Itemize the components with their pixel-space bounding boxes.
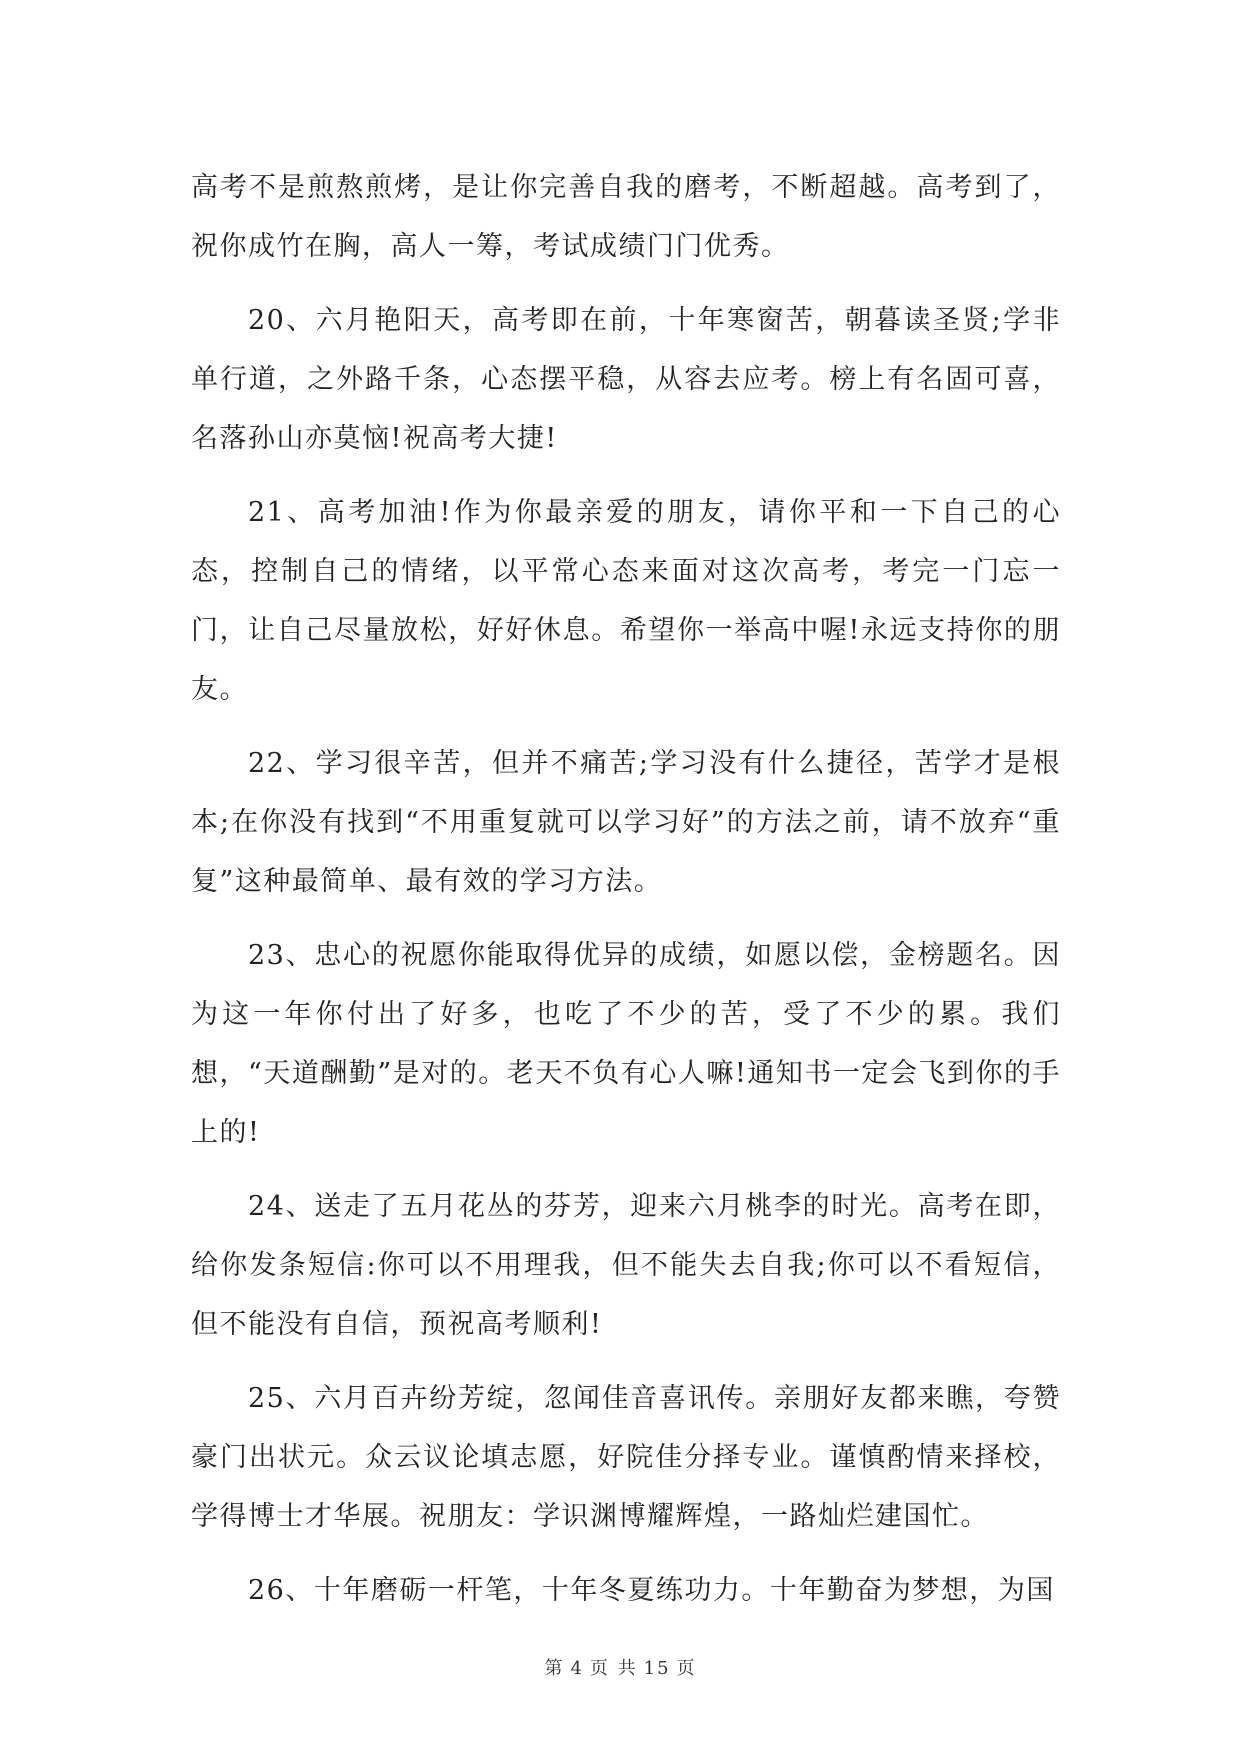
paragraph-26: 26、十年磨砺一杆笔，十年冬夏练功力。十年勤奋为梦想，为国 <box>248 1575 1055 1606</box>
footer-middle: 页 共 <box>589 1658 638 1679</box>
paragraph-continued: 高考不是煎熬煎烤，是让你完善自我的磨考，不断超越。高考到了，祝你成竹在胸，高人一筹，考试成绩门门优秀。 <box>191 172 1061 262</box>
paragraph-20: 20、六月艳阳天，高考即在前，十年寒窗苦，朝暮读圣贤;学非单行道，之外路千条，心态摆平稳，从容去应考。榜上有名固可喜，名落孙山亦莫恼!祝高考大捷! <box>191 305 1061 454</box>
paragraph-25: 25、六月百卉纷芳绽，忽闻佳音喜讯传。亲朋好友都来瞧，夸赞豪门出状元。众云议论填志愿，好院佳分择专业。谨慎酌情来择校，学得博士才华展。祝朋友：学识渊博耀辉煌，一路灿烂建国忙。 <box>191 1383 1061 1532</box>
paragraph-22: 22、学习很辛苦，但并不痛苦;学习没有什么捷径，苦学才是根本;在你没有找到“不用重复就可以学习好”的方法之前，请不放弃“重复”这种最简单、最有效的学习方法。 <box>191 748 1061 897</box>
document-body <box>191 158 1061 1635</box>
footer-total-pages: 15 <box>643 1658 671 1679</box>
paragraph-21: 21、高考加油!作为你最亲爱的朋友，请你平和一下自己的心态，控制自己的情绪，以平常心态来面对这次高考，考完一门忘一门，让自己尽量放松，好好休息。希望你一举高中喔!永远支持你的朋友。 <box>191 497 1061 705</box>
paragraph-24: 24、送走了五月花丛的芬芳，迎来六月桃李的时光。高考在即，给你发条短信:你可以不用理我，但不能失去自我;你可以不看短信，但不能没有自信，预祝高考顺利! <box>191 1191 1061 1340</box>
footer-prefix: 第 <box>544 1658 565 1679</box>
page-footer <box>0 1654 1241 1680</box>
paragraph-23: 23、忠心的祝愿你能取得优异的成绩，如愿以偿，金榜题名。因为这一年你付出了好多，也吃了不少的苦，受了不少的累。我们想，“天道酬勤”是对的。老天不负有心人嘛!通知书一定会飞到你的手上的! <box>191 940 1061 1148</box>
footer-suffix: 页 <box>676 1658 697 1679</box>
footer-page-number: 4 <box>570 1658 584 1679</box>
